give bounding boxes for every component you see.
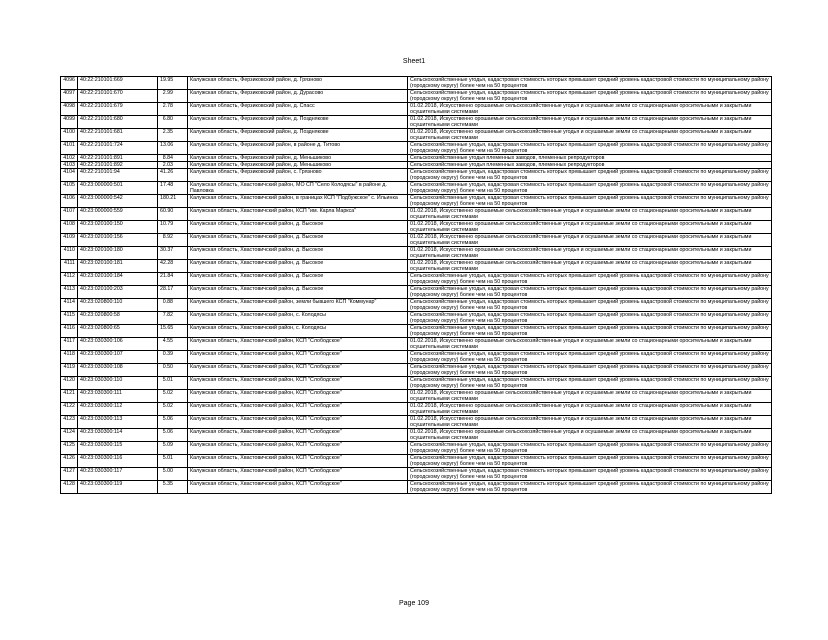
- address-cell: Калужская область, Хвастовичский район, д. Высокое: [188, 273, 408, 286]
- table-row: [61, 325, 772, 338]
- sheet-title: Sheet1: [402, 58, 426, 65]
- row-number-cell: 4110: [61, 247, 78, 260]
- address-cell: Калужская область, Ферзиковский район, д. Грязново: [188, 77, 408, 90]
- address-cell: Калужская область, Хвастовичский район, земли бывшего КСП "Коммунар": [188, 299, 408, 312]
- table-row: [61, 182, 772, 195]
- address-cell: Калужская область, Хвастовичский район, д. Высокое: [188, 221, 408, 234]
- address-cell: Калужская область, Хвастовичский район, КСП "Слободское": [188, 351, 408, 364]
- land-category-cell: Сельскохозяйственные угодья, кадастровая стоимость которых превышает средний уровень кадастровой стоимости по муниципальному району (городскому округу) более чем на 50 процентов: [408, 312, 772, 325]
- address-cell: Калужская область, Хвастовичский район, КСП "им. Карла Маркса": [188, 208, 408, 221]
- cadastral-number-cell: 40:23:000000:501: [78, 182, 158, 195]
- area-value-cell: 60.90: [158, 208, 188, 221]
- row-number-cell: 4104: [61, 169, 78, 182]
- cadastral-number-cell: 40:23:030300:115: [78, 442, 158, 455]
- row-number-cell: 4114: [61, 299, 78, 312]
- address-cell: Калужская область, Хвастовичский район, МО СП "Село Колодясы" в районе д. Павловка: [188, 182, 408, 195]
- address-cell: Калужская область, Хвастовичский район, КСП "Слободское": [188, 338, 408, 351]
- address-cell: Калужская область, Хвастовичский район, д. Высокое: [188, 234, 408, 247]
- area-value-cell: 41.26: [158, 169, 188, 182]
- area-value-cell: 5.02: [158, 403, 188, 416]
- area-value-cell: 2.99: [158, 90, 188, 103]
- area-value-cell: 0.39: [158, 351, 188, 364]
- land-category-cell: Сельскохозяйственные угодья, кадастровая стоимость которых превышает средний уровень кадастровой стоимости по муниципальному району (городскому округу) более чем на 50 процентов: [408, 455, 772, 468]
- row-number-cell: 4096: [61, 77, 78, 90]
- land-category-cell: Сельскохозяйственные угодья, кадастровая стоимость которых превышает средний уровень кадастровой стоимости по муниципальному району (городскому округу) более чем на 50 процентов: [408, 377, 772, 390]
- table-row: [61, 260, 772, 273]
- cadastral-number-cell: 40:23:030300:116: [78, 455, 158, 468]
- address-cell: Калужская область, Ферзиковский район, в районе д. Титово: [188, 142, 408, 155]
- table-row: [61, 481, 772, 494]
- cadastral-number-cell: 40:23:030300:108: [78, 364, 158, 377]
- row-number-cell: 4125: [61, 442, 78, 455]
- row-number-cell: 4115: [61, 312, 78, 325]
- address-cell: Калужская область, Хвастовичский район, д. Высокое: [188, 247, 408, 260]
- cadastral-number-cell: 40:23:000000:542: [78, 195, 158, 208]
- address-cell: Калужская область, Хвастовичский район, КСП "Слободское": [188, 377, 408, 390]
- row-number-cell: 4124: [61, 429, 78, 442]
- row-number-cell: 4109: [61, 234, 78, 247]
- cadastral-number-cell: 40:23:030300:112: [78, 403, 158, 416]
- table-row: [61, 429, 772, 442]
- row-number-cell: 4128: [61, 481, 78, 494]
- cadastral-number-cell: 40:22:210101:724: [78, 142, 158, 155]
- table-row: [61, 442, 772, 455]
- table-row: [61, 103, 772, 116]
- address-cell: Калужская область, Хвастовичский район, с. Колодясы: [188, 325, 408, 338]
- row-number-cell: 4100: [61, 129, 78, 142]
- page-number: Page 109: [399, 600, 429, 607]
- land-category-cell: Сельскохозяйственные угодья, кадастровая стоимость которых превышает средний уровень кадастровой стоимости по муниципальному району (городскому округу) более чем на 50 процентов: [408, 468, 772, 481]
- table-row: [61, 416, 772, 429]
- table-row: [61, 208, 772, 221]
- land-category-cell: 01.02.2018, Искусственно орошаемые сельскохозяйственные угодья и осушаемые земли со стационарными оросительными и закрытыми осушительными системами: [408, 403, 772, 416]
- land-category-cell: Сельскохозяйственные угодья, кадастровая стоимость которых превышает средний уровень кадастровой стоимости по муниципальному району (городскому округу) более чем на 50 процентов: [408, 442, 772, 455]
- table-row: [61, 455, 772, 468]
- address-cell: Калужская область, Ферзиковский район, д. Дурасово: [188, 90, 408, 103]
- row-number-cell: 4101: [61, 142, 78, 155]
- row-number-cell: 4111: [61, 260, 78, 273]
- row-number-cell: 4103: [61, 162, 78, 169]
- land-category-cell: Сельскохозяйственные угодья, кадастровая стоимость которых превышает средний уровень кадастровой стоимости по муниципальному району (городскому округу) более чем на 50 процентов: [408, 195, 772, 208]
- area-value-cell: 5.06: [158, 429, 188, 442]
- land-category-cell: 01.02.2018, Искусственно орошаемые сельскохозяйственные угодья и осушаемые земли со стационарными оросительными и закрытыми осушительными системами: [408, 103, 772, 116]
- land-category-cell: 01.02.2018, Искусственно орошаемые сельскохозяйственные угодья и осушаемые земли со стационарными оросительными и закрытыми осушительными системами: [408, 416, 772, 429]
- address-cell: Калужская область, Ферзиковский район, д. Позднякове: [188, 116, 408, 129]
- area-value-cell: 5.09: [158, 442, 188, 455]
- land-category-cell: 01.02.2018, Искусственно орошаемые сельскохозяйственные угодья и осушаемые земли со стационарными оросительными и закрытыми осушительными системами: [408, 338, 772, 351]
- row-number-cell: 4107: [61, 208, 78, 221]
- row-number-cell: 4097: [61, 90, 78, 103]
- land-category-cell: 01.02.2018, Искусственно орошаемые сельскохозяйственные угодья и осушаемые земли со стационарными оросительными и закрытыми осушительными системами: [408, 234, 772, 247]
- table-row: [61, 299, 772, 312]
- row-number-cell: 4120: [61, 377, 78, 390]
- land-category-cell: 01.02.2018, Искусственно орошаемые сельскохозяйственные угодья и осушаемые земли со стационарными оросительными и закрытыми осушительными системами: [408, 221, 772, 234]
- row-number-cell: 4106: [61, 195, 78, 208]
- table-row: [61, 90, 772, 103]
- land-category-cell: Сельскохозяйственные угодья племенных заводов, племенных репродукторов: [408, 162, 772, 169]
- area-value-cell: 17.48: [158, 182, 188, 195]
- row-number-cell: 4126: [61, 455, 78, 468]
- land-category-cell: Сельскохозяйственные угодья, кадастровая стоимость которых превышает средний уровень кадастровой стоимости по муниципальному району (городскому округу) более чем на 50 процентов: [408, 273, 772, 286]
- address-cell: Калужская область, Хвастовичский район, КСП "Слободское": [188, 364, 408, 377]
- cadastral-number-cell: 40:23:030300:117: [78, 468, 158, 481]
- land-category-cell: 01.02.2018, Искусственно орошаемые сельскохозяйственные угодья и осушаемые земли со стационарными оросительными и закрытыми осушительными системами: [408, 390, 772, 403]
- row-number-cell: 4122: [61, 403, 78, 416]
- area-value-cell: 5.06: [158, 416, 188, 429]
- cadastral-number-cell: 40:22:210101:891: [78, 155, 158, 162]
- address-cell: Калужская область, Хвастовичский район, в границах КСП "Подбужское" с. Ильинка: [188, 195, 408, 208]
- area-value-cell: 6.80: [158, 116, 188, 129]
- area-value-cell: 19.95: [158, 77, 188, 90]
- cadastral-number-cell: 40:23:030300:110: [78, 377, 158, 390]
- address-cell: Калужская область, Ферзиковский район, д. Меньшиково: [188, 155, 408, 162]
- area-value-cell: 13.06: [158, 142, 188, 155]
- address-cell: Калужская область, Хвастовичский район, д. Высокое: [188, 286, 408, 299]
- table-row: [61, 142, 772, 155]
- address-cell: Калужская область, Хвастовичский район, КСП "Слободское": [188, 455, 408, 468]
- address-cell: Калужская область, Ферзиковский район, д. Спасс: [188, 103, 408, 116]
- row-number-cell: 4105: [61, 182, 78, 195]
- row-number-cell: 4123: [61, 416, 78, 429]
- area-value-cell: 15.65: [158, 325, 188, 338]
- address-cell: Калужская область, Хвастовичский район, с. Колодясы: [188, 312, 408, 325]
- area-value-cell: 8.92: [158, 234, 188, 247]
- area-value-cell: 0.88: [158, 299, 188, 312]
- area-value-cell: 5.01: [158, 455, 188, 468]
- row-number-cell: 4127: [61, 468, 78, 481]
- address-cell: Калужская область, Хвастовичский район, КСП "Слободское": [188, 429, 408, 442]
- address-cell: Калужская область, Ферзиковский район, с. Грязново: [188, 169, 408, 182]
- land-category-cell: 01.02.2018, Искусственно орошаемые сельскохозяйственные угодья и осушаемые земли со стационарными оросительными и закрытыми осушительными системами: [408, 208, 772, 221]
- row-number-cell: 4117: [61, 338, 78, 351]
- land-category-cell: 01.02.2018, Искусственно орошаемые сельскохозяйственные угодья и осушаемые земли со стационарными оросительными и закрытыми осушительными системами: [408, 429, 772, 442]
- area-value-cell: 5.00: [158, 468, 188, 481]
- area-value-cell: 2.35: [158, 129, 188, 142]
- land-category-cell: Сельскохозяйственные угодья, кадастровая стоимость которых превышает средний уровень кадастровой стоимости по муниципальному району (городскому округу) более чем на 50 процентов: [408, 299, 772, 312]
- cadastral-number-cell: 40:23:020100:184: [78, 273, 158, 286]
- table-row: [61, 364, 772, 377]
- area-value-cell: 30.37: [158, 247, 188, 260]
- cadastral-number-cell: 40:23:030300:114: [78, 429, 158, 442]
- row-number-cell: 4118: [61, 351, 78, 364]
- row-number-cell: 4099: [61, 116, 78, 129]
- cadastral-number-cell: 40:22:210101:669: [78, 77, 158, 90]
- area-value-cell: 10.79: [158, 221, 188, 234]
- row-number-cell: 4119: [61, 364, 78, 377]
- land-category-cell: Сельскохозяйственные угодья, кадастровая стоимость которых превышает средний уровень кадастровой стоимости по муниципальному району (городскому округу) более чем на 50 процентов: [408, 364, 772, 377]
- area-value-cell: 180.21: [158, 195, 188, 208]
- table-row: [61, 155, 772, 162]
- land-category-cell: 01.02.2018, Искусственно орошаемые сельскохозяйственные угодья и осушаемые земли со стационарными оросительными и закрытыми осушительными системами: [408, 116, 772, 129]
- area-value-cell: 2.78: [158, 103, 188, 116]
- row-number-cell: 4108: [61, 221, 78, 234]
- table-row: [61, 129, 772, 142]
- table-row: [61, 286, 772, 299]
- cadastral-number-cell: 40:23:020100:203: [78, 286, 158, 299]
- row-number-cell: 4112: [61, 273, 78, 286]
- land-category-cell: Сельскохозяйственные угодья, кадастровая стоимость которых превышает средний уровень кадастровой стоимости по муниципальному району (городскому округу) более чем на 50 процентов: [408, 481, 772, 494]
- area-value-cell: 2.03: [158, 162, 188, 169]
- land-category-cell: Сельскохозяйственные угодья племенных заводов, племенных репродукторов: [408, 155, 772, 162]
- area-value-cell: 5.02: [158, 390, 188, 403]
- table-row: [61, 468, 772, 481]
- row-number-cell: 4113: [61, 286, 78, 299]
- area-value-cell: 42.28: [158, 260, 188, 273]
- table-row: [61, 77, 772, 90]
- land-category-cell: Сельскохозяйственные угодья, кадастровая стоимость которых превышает средний уровень кадастровой стоимости по муниципальному району (городскому округу) более чем на 50 процентов: [408, 142, 772, 155]
- cadastral-number-cell: 40:22:210101:680: [78, 116, 158, 129]
- land-category-cell: Сельскохозяйственные угодья, кадастровая стоимость которых превышает средний уровень кадастровой стоимости по муниципальному району (городскому округу) более чем на 50 процентов: [408, 182, 772, 195]
- area-value-cell: 7.82: [158, 312, 188, 325]
- table-row: [61, 169, 772, 182]
- table-row: [61, 162, 772, 169]
- cadastral-number-cell: 40:22:210101:670: [78, 90, 158, 103]
- address-cell: Калужская область, Ферзиковский район, д. Позднякове: [188, 129, 408, 142]
- table-row: [61, 390, 772, 403]
- cadastral-number-cell: 40:22:210101:892: [78, 162, 158, 169]
- table-body: [61, 77, 772, 494]
- cadastral-number-cell: 40:23:020100:156: [78, 234, 158, 247]
- table-row: [61, 351, 772, 364]
- table-row: [61, 234, 772, 247]
- table-row: [61, 338, 772, 351]
- land-category-cell: 01.02.2018, Искусственно орошаемые сельскохозяйственные угодья и осушаемые земли со стационарными оросительными и закрытыми осушительными системами: [408, 129, 772, 142]
- cadastral-number-cell: 40:23:030300:107: [78, 351, 158, 364]
- address-cell: Калужская область, Ферзиковский район, д. Меньшиково: [188, 162, 408, 169]
- table-row: [61, 403, 772, 416]
- land-category-cell: 01.02.2018, Искусственно орошаемые сельскохозяйственные угодья и осушаемые земли со стационарными оросительными и закрытыми осушительными системами: [408, 260, 772, 273]
- address-cell: Калужская область, Хвастовичский район, КСП "Слободское": [188, 390, 408, 403]
- area-value-cell: 4.55: [158, 338, 188, 351]
- cadastral-number-cell: 40:23:000000:559: [78, 208, 158, 221]
- row-number-cell: 4098: [61, 103, 78, 116]
- row-number-cell: 4102: [61, 155, 78, 162]
- land-category-cell: Сельскохозяйственные угодья, кадастровая стоимость которых превышает средний уровень кадастровой стоимости по муниципальному району (городскому округу) более чем на 50 процентов: [408, 286, 772, 299]
- cadastral-number-cell: 40:23:030300:113: [78, 416, 158, 429]
- cadastral-number-cell: 40:23:020800:58: [78, 312, 158, 325]
- table-row: [61, 312, 772, 325]
- land-category-cell: Сельскохозяйственные угодья, кадастровая стоимость которых превышает средний уровень кадастровой стоимости по муниципальному району (городскому округу) более чем на 50 процентов: [408, 351, 772, 364]
- area-value-cell: 5.35: [158, 481, 188, 494]
- address-cell: Калужская область, Хвастовичский район, КСП "Слободское": [188, 468, 408, 481]
- table-row: [61, 195, 772, 208]
- table-row: [61, 221, 772, 234]
- address-cell: Калужская область, Хвастовичский район, д. Высокое: [188, 260, 408, 273]
- row-number-cell: 4121: [61, 390, 78, 403]
- area-value-cell: 0.50: [158, 364, 188, 377]
- address-cell: Калужская область, Хвастовичский район, КСП "Слободское": [188, 442, 408, 455]
- cadastral-number-cell: 40:23:020800:110: [78, 299, 158, 312]
- cadastral-number-cell: 40:23:020800:65: [78, 325, 158, 338]
- land-category-cell: 01.02.2018, Искусственно орошаемые сельскохозяйственные угодья и осушаемые земли со стационарными оросительными и закрытыми осушительными системами: [408, 247, 772, 260]
- cadastral-number-cell: 40:23:020100:181: [78, 260, 158, 273]
- address-cell: Калужская область, Хвастовичский район, КСП "Слободское": [188, 403, 408, 416]
- cadastral-number-cell: 40:23:030300:111: [78, 390, 158, 403]
- area-value-cell: 5.01: [158, 377, 188, 390]
- cadastral-number-cell: 40:23:020100:150: [78, 221, 158, 234]
- table-row: [61, 377, 772, 390]
- land-category-cell: Сельскохозяйственные угодья, кадастровая стоимость которых превышает средний уровень кадастровой стоимости по муниципальному району (городскому округу) более чем на 50 процентов: [408, 90, 772, 103]
- area-value-cell: 28.17: [158, 286, 188, 299]
- table-row: [61, 116, 772, 129]
- cadastral-number-cell: 40:23:030300:106: [78, 338, 158, 351]
- land-category-cell: Сельскохозяйственные угодья, кадастровая стоимость которых превышает средний уровень кадастровой стоимости по муниципальному району (городскому округу) более чем на 50 процентов: [408, 169, 772, 182]
- cadastral-number-cell: 40:22:210101:679: [78, 103, 158, 116]
- land-category-cell: Сельскохозяйственные угодья, кадастровая стоимость которых превышает средний уровень кадастровой стоимости по муниципальному району (городскому округу) более чем на 50 процентов: [408, 325, 772, 338]
- cadastral-number-cell: 40:23:030300:119: [78, 481, 158, 494]
- land-category-cell: Сельскохозяйственные угодья, кадастровая стоимость которых превышает средний уровень кадастровой стоимости по муниципальному району (городскому округу) более чем на 50 процентов: [408, 77, 772, 90]
- cadastral-number-cell: 40:22:210101:681: [78, 129, 158, 142]
- area-value-cell: 8.84: [158, 155, 188, 162]
- cadastral-number-cell: 40:22:210101:94: [78, 169, 158, 182]
- table-row: [61, 273, 772, 286]
- area-value-cell: 21.84: [158, 273, 188, 286]
- table-row: [61, 247, 772, 260]
- address-cell: Калужская область, Хвастовичский район, КСП "Слободское": [188, 416, 408, 429]
- cadastral-number-cell: 40:23:020100:180: [78, 247, 158, 260]
- row-number-cell: 4116: [61, 325, 78, 338]
- address-cell: Калужская область, Хвастовичский район, КСП "Слободское": [188, 481, 408, 494]
- data-table: [60, 76, 772, 494]
